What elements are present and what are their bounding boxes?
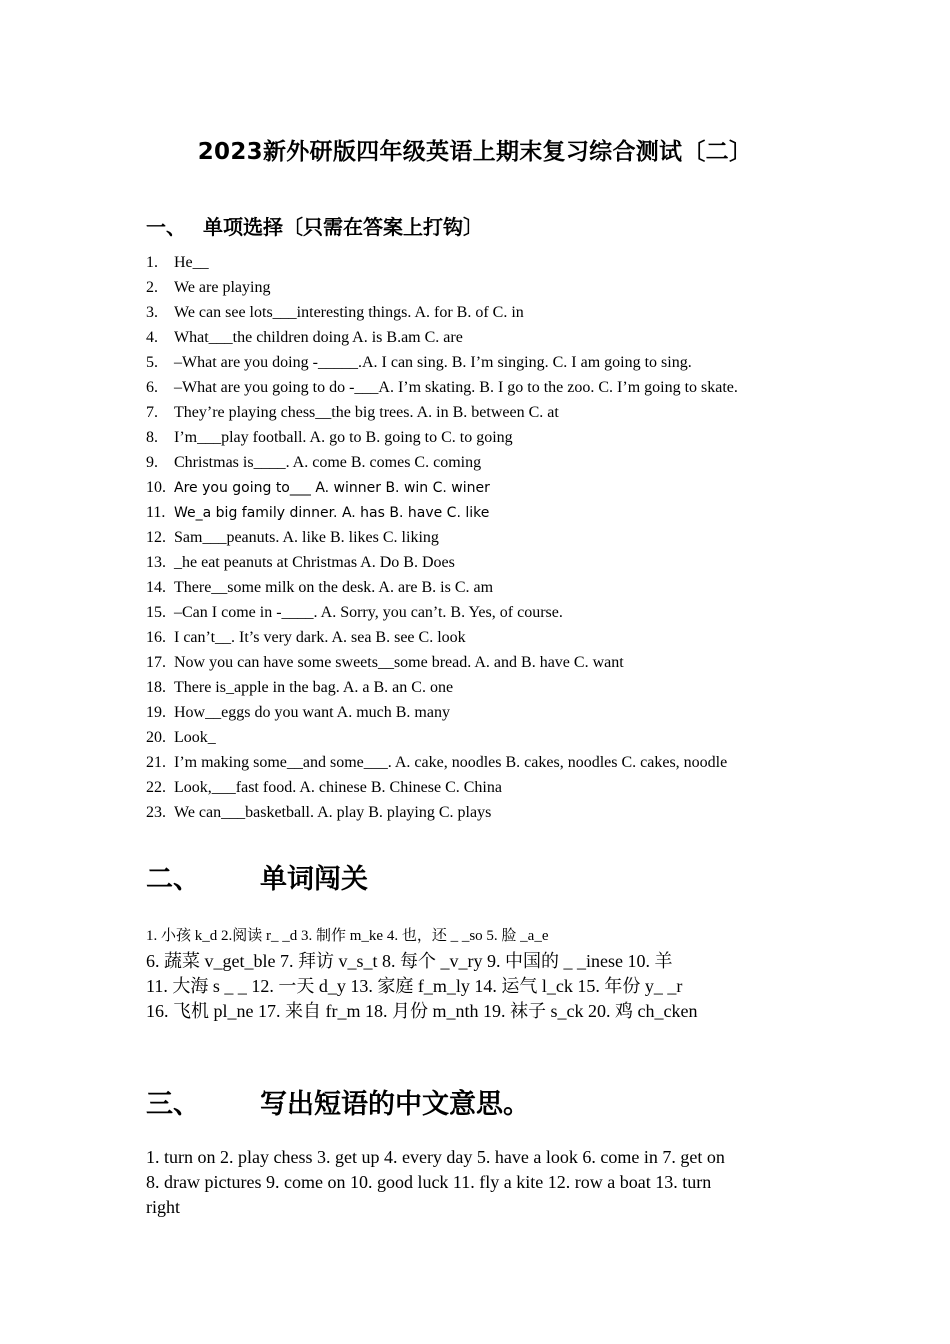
question-text: Sam___peanuts. A. like B. likes C. liking xyxy=(174,529,439,546)
question-text: There is_apple in the bag. A. a B. an C. one xyxy=(174,679,454,696)
question-number: 12. xyxy=(146,529,166,546)
word-line: 6. 蔬菜 v_get_ble 7. 拜访 v_s_t 8. 每个 _v_ry 9. 中国的 _ _inese 10. 羊 xyxy=(146,951,673,971)
question-number: 9. xyxy=(146,454,158,471)
question-item xyxy=(146,725,738,750)
question-text: _he eat peanuts at Christmas A. Do B. Does xyxy=(174,554,455,571)
question-item xyxy=(146,350,738,375)
question-number: 6. xyxy=(146,379,158,396)
question-text: How__eggs do you want A. much B. many xyxy=(174,704,450,721)
question-item xyxy=(146,500,738,525)
question-text: They’re playing chess__the big trees. A. in B. between C. at xyxy=(174,404,559,421)
section-3-number: 三、 xyxy=(146,1089,200,1120)
question-item xyxy=(146,675,738,700)
section-1-title: 单项选择〔只需在答案上打钩〕 xyxy=(203,215,483,239)
question-item xyxy=(146,325,738,350)
question-item xyxy=(146,475,738,500)
question-number: 1. xyxy=(146,254,158,271)
question-text: Now you can have some sweets__some bread. A. and B. have C. want xyxy=(174,654,624,671)
phrase-line: 1. turn on 2. play chess 3. get up 4. every day 5. have a look 6. come in 7. get on xyxy=(146,1147,725,1167)
question-number: 3. xyxy=(146,304,158,321)
question-number: 14. xyxy=(146,579,166,596)
question-item xyxy=(146,400,738,425)
question-item xyxy=(146,575,738,600)
question-item xyxy=(146,650,738,675)
question-number: 19. xyxy=(146,704,166,721)
question-number: 7. xyxy=(146,404,158,421)
question-item xyxy=(146,775,738,800)
question-item xyxy=(146,450,738,475)
question-item xyxy=(146,625,738,650)
word-line: 16. 飞机 pl_ne 17. 来自 fr_m 18. 月份 m_nth 19. 袜子 s_ck 20. 鸡 ch_cken xyxy=(146,1001,698,1021)
phrase-line: 8. draw pictures 9. come on 10. good luck 11. fly a kite 12. row a boat 13. turn xyxy=(146,1172,712,1192)
word-line: 1. 小孩 k_d 2.阅读 r_ _d 3. 制作 m_ke 4. 也，还 _ _so 5. 脸 _a_e xyxy=(146,928,549,944)
question-item xyxy=(146,750,738,775)
question-text: There__some milk on the desk. A. are B. is C. am xyxy=(174,579,494,596)
question-number: 2. xyxy=(146,279,158,296)
question-item xyxy=(146,525,738,550)
question-number: 22. xyxy=(146,779,166,796)
question-text: Are you going to___ A. winner B. win C. winer xyxy=(174,480,490,496)
question-text: What___the children doing A. is B.am C. are xyxy=(174,329,463,346)
document-title: 2023新外研版四年级英语上期末复习综合测试〔二〕 xyxy=(197,139,753,165)
question-number: 10. xyxy=(146,479,166,496)
question-number: 13. xyxy=(146,554,166,571)
question-list xyxy=(146,250,738,825)
question-text: Look,___fast food. A. chinese B. Chinese C. China xyxy=(174,779,502,796)
question-number: 8. xyxy=(146,429,158,446)
question-number: 20. xyxy=(146,729,166,746)
question-item xyxy=(146,275,738,300)
section-2-heading xyxy=(146,857,368,896)
question-item xyxy=(146,375,738,400)
phrase-line: right xyxy=(146,1197,180,1217)
question-number: 11. xyxy=(146,504,166,521)
question-text: Look_ xyxy=(174,729,216,746)
question-text: I’m___play football. A. go to B. going to C. to going xyxy=(174,429,513,446)
section-1-heading xyxy=(146,211,483,240)
question-item xyxy=(146,250,738,275)
question-number: 5. xyxy=(146,354,158,371)
question-item xyxy=(146,700,738,725)
section-3-title: 写出短语的中文意思。 xyxy=(260,1089,530,1120)
question-text: –What are you doing -_____.A. I can sing. B. I’m singing. C. I am going to sing. xyxy=(174,354,692,371)
section-2-number: 二、 xyxy=(146,864,200,895)
question-text: I can’t__. It’s very dark. A. sea B. see C. look xyxy=(174,629,466,646)
question-item xyxy=(146,800,738,825)
question-number: 4. xyxy=(146,329,158,346)
question-item xyxy=(146,425,738,450)
question-text: –What are you going to do -___A. I’m skating. B. I go to the zoo. C. I’m going to skate. xyxy=(174,379,738,396)
question-item xyxy=(146,550,738,575)
section-2-title: 单词闯关 xyxy=(260,864,368,895)
question-item xyxy=(146,300,738,325)
question-text: We can___basketball. A. play B. playing C. plays xyxy=(174,804,492,821)
section-1-number: 一、 xyxy=(146,215,186,239)
question-number: 17. xyxy=(146,654,166,671)
question-text: We are playing xyxy=(174,279,271,296)
question-text: He__ xyxy=(174,254,209,271)
question-number: 23. xyxy=(146,804,166,821)
question-number: 16. xyxy=(146,629,166,646)
word-line: 11. 大海 s _ _ 12. 一天 d_y 13. 家庭 f_m_ly 14. 运气 l_ck 15. 年份 y_ _r xyxy=(146,976,683,996)
section-3-heading xyxy=(146,1082,530,1121)
question-item xyxy=(146,600,738,625)
question-text: Christmas is____. A. come B. comes C. coming xyxy=(174,454,482,471)
question-number: 18. xyxy=(146,679,166,696)
question-text: We can see lots___interesting things. A. for B. of C. in xyxy=(174,304,524,321)
question-number: 21. xyxy=(146,754,166,771)
question-number: 15. xyxy=(146,604,166,621)
question-text: We_a big family dinner. A. has B. have C. like xyxy=(174,505,490,521)
question-text: I’m making some__and some___. A. cake, noodles B. cakes, noodles C. cakes, noodle xyxy=(174,754,728,771)
question-text: –Can I come in -____. A. Sorry, you can’t. B. Yes, of course. xyxy=(174,604,563,621)
